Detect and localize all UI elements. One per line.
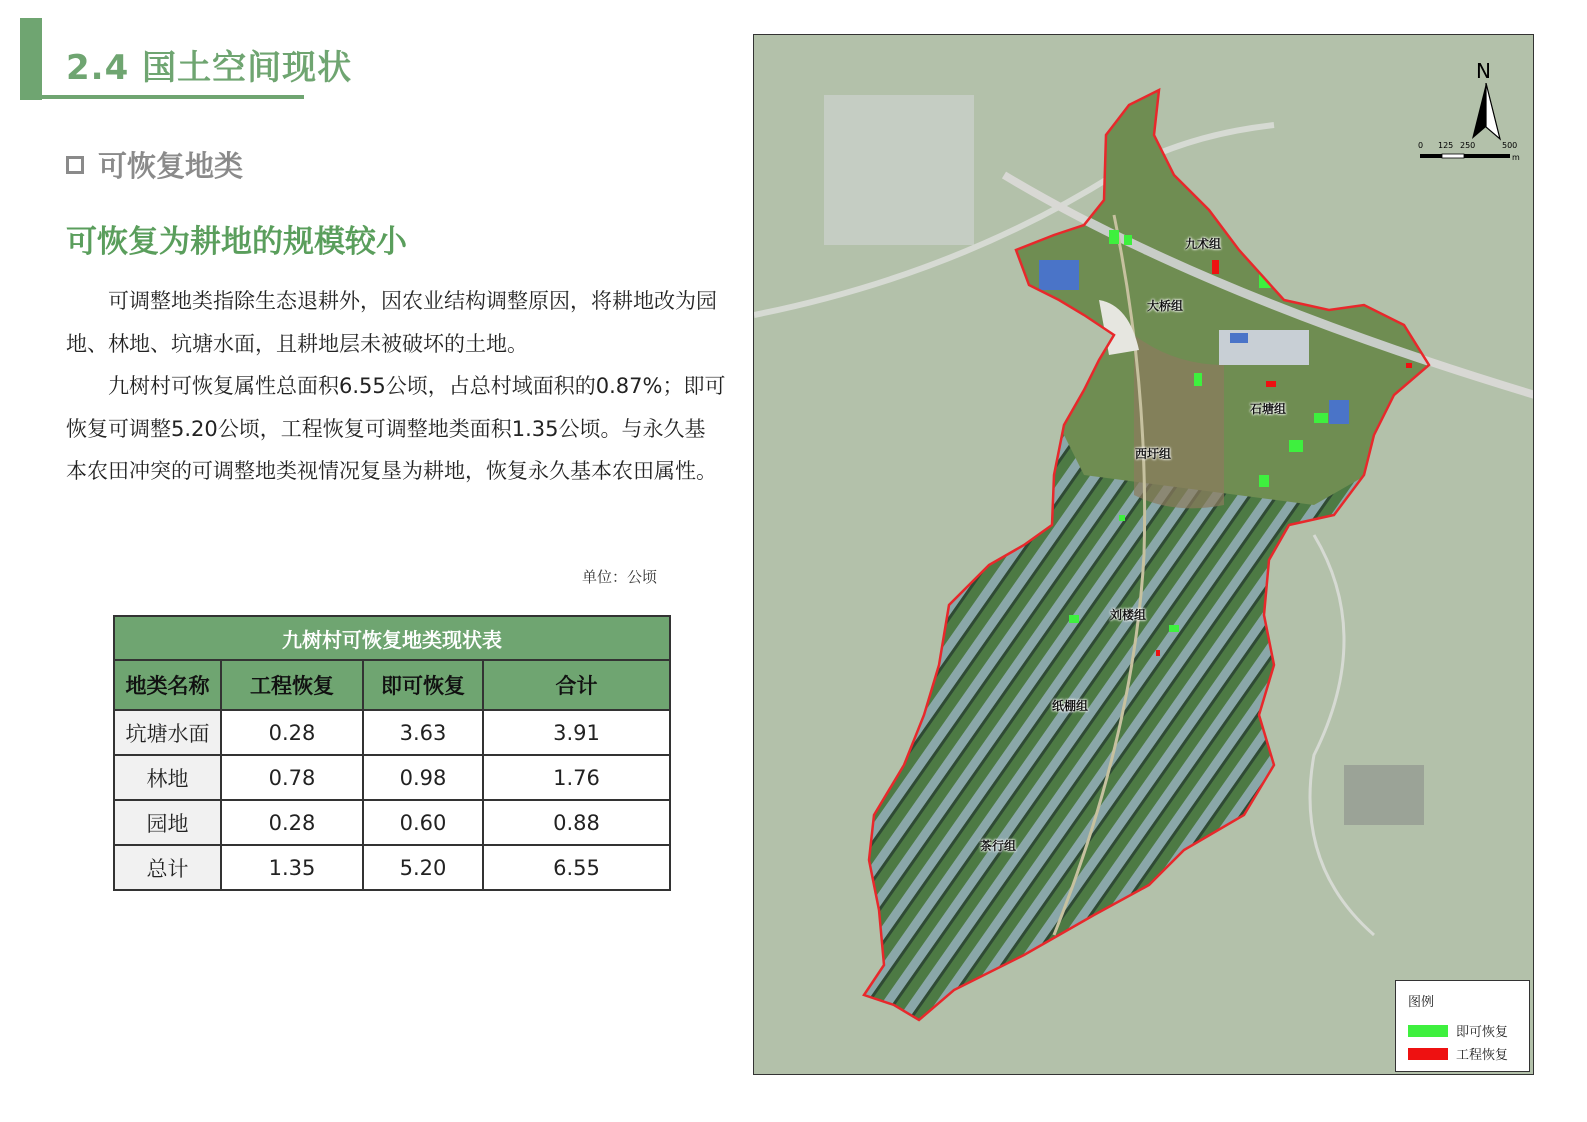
scale-tick: 125 (1438, 141, 1454, 150)
village-group-label: 刘楼组 (1110, 608, 1147, 622)
table-cell: 坑塘水面 (114, 710, 221, 755)
header-underline (42, 95, 304, 99)
table-cell: 1.76 (483, 755, 670, 800)
table-caption-row (114, 616, 670, 660)
table-cell: 0.28 (221, 800, 363, 845)
village-group-label: 西圩组 (1135, 447, 1172, 461)
immediate-recovery-patch (1069, 615, 1079, 623)
table-cell: 0.78 (221, 755, 363, 800)
building-cluster (1039, 260, 1079, 290)
unit-note: 单位：公顷 (582, 568, 658, 586)
scale-tick: 250 (1460, 141, 1476, 150)
quarry-area (1344, 765, 1424, 825)
engineering-recovery-patch (1406, 363, 1412, 368)
map-legend (1395, 980, 1530, 1072)
table-cell: 园地 (114, 800, 221, 845)
table-row (114, 710, 670, 755)
table-row (114, 845, 670, 890)
immediate-recovery-patch (1194, 373, 1202, 386)
scale-tick: 500 (1502, 141, 1518, 150)
table-header-cell: 地类名称 (114, 660, 221, 710)
village-group-label: 纸棚组 (1052, 699, 1089, 713)
building-cluster (1329, 400, 1349, 424)
table-row (114, 755, 670, 800)
legend-label: 即可恢复 (1456, 1025, 1509, 1040)
village-map (753, 34, 1534, 1075)
header-accent-bar (20, 18, 42, 100)
scale-bar (1418, 141, 1530, 171)
north-arrow (1466, 59, 1506, 143)
scale-bar-graphic (1418, 153, 1518, 161)
immediate-recovery-patch (1109, 230, 1119, 244)
table-header-row (114, 660, 670, 710)
immediate-recovery-patch (1124, 235, 1132, 245)
table-row (114, 800, 670, 845)
map-canvas (754, 35, 1534, 1075)
table-header-cell: 即可恢复 (363, 660, 483, 710)
immediate-recovery-patch (1169, 625, 1179, 632)
village-group-label: 茶行组 (980, 839, 1017, 853)
headline: 可恢复为耕地的规模较小 (66, 224, 407, 260)
legend-item (1408, 1021, 1508, 1040)
urban-area (824, 95, 974, 245)
legend-label: 工程恢复 (1456, 1048, 1509, 1063)
building-cluster (1230, 333, 1248, 343)
north-label: N (1476, 59, 1491, 83)
table-cell: 总计 (114, 845, 221, 890)
table-cell: 3.63 (363, 710, 483, 755)
section-label-text: 可恢复地类 (98, 149, 244, 183)
paragraph-2: 九树村可恢复属性总面积6.55公顷，占总村域面积的0.87%；即可恢复可调整5.20公顷，工程恢复可调整地类面积1.35公顷。与永久基本农田冲突的可调整地类视情况复垦为耕地，恢复永久基本农田属性。 (66, 374, 726, 483)
table-cell: 3.91 (483, 710, 670, 755)
recoverable-land-table (113, 615, 671, 891)
table-cell: 1.35 (221, 845, 363, 890)
scale-unit: m (1512, 153, 1520, 162)
table-cell: 0.98 (363, 755, 483, 800)
village-group-label: 石塘组 (1250, 402, 1287, 416)
table-cell: 0.88 (483, 800, 670, 845)
engineering-recovery-patch (1156, 650, 1160, 656)
immediate-recovery-patch (1289, 440, 1303, 452)
legend-title: 图例 (1408, 995, 1435, 1010)
legend-item (1408, 1044, 1508, 1063)
table-caption: 九树村可恢复地类现状表 (114, 616, 670, 660)
square-bullet-icon (66, 156, 84, 174)
legend-swatch (1408, 1025, 1448, 1037)
page-title: 2.4 国土空间现状 (66, 48, 353, 88)
table-header-cell: 合计 (483, 660, 670, 710)
engineering-recovery-patch (1266, 381, 1276, 387)
table-cell: 0.28 (221, 710, 363, 755)
immediate-recovery-patch (1314, 413, 1328, 423)
table-cell: 6.55 (483, 845, 670, 890)
immediate-recovery-patch (1259, 475, 1269, 487)
immediate-recovery-patch (1119, 515, 1125, 521)
paragraph-1: 可调整地类指除生态退耕外，因农业结构调整原因，将耕地改为园地、林地、坑塘水面，且耕地层未被破坏的土地。 (66, 289, 717, 356)
table-header-cell: 工程恢复 (221, 660, 363, 710)
scale-tick: 0 (1418, 141, 1424, 150)
north-arrow-icon (1466, 83, 1506, 143)
village-group-label: 大桥组 (1147, 299, 1184, 313)
body-text (66, 280, 726, 493)
section-label (66, 144, 243, 185)
table-cell: 林地 (114, 755, 221, 800)
village-group-label: 九术组 (1185, 237, 1222, 251)
table-cell: 0.60 (363, 800, 483, 845)
engineering-recovery-patch (1212, 260, 1219, 274)
table-cell: 5.20 (363, 845, 483, 890)
legend-swatch (1408, 1048, 1448, 1060)
